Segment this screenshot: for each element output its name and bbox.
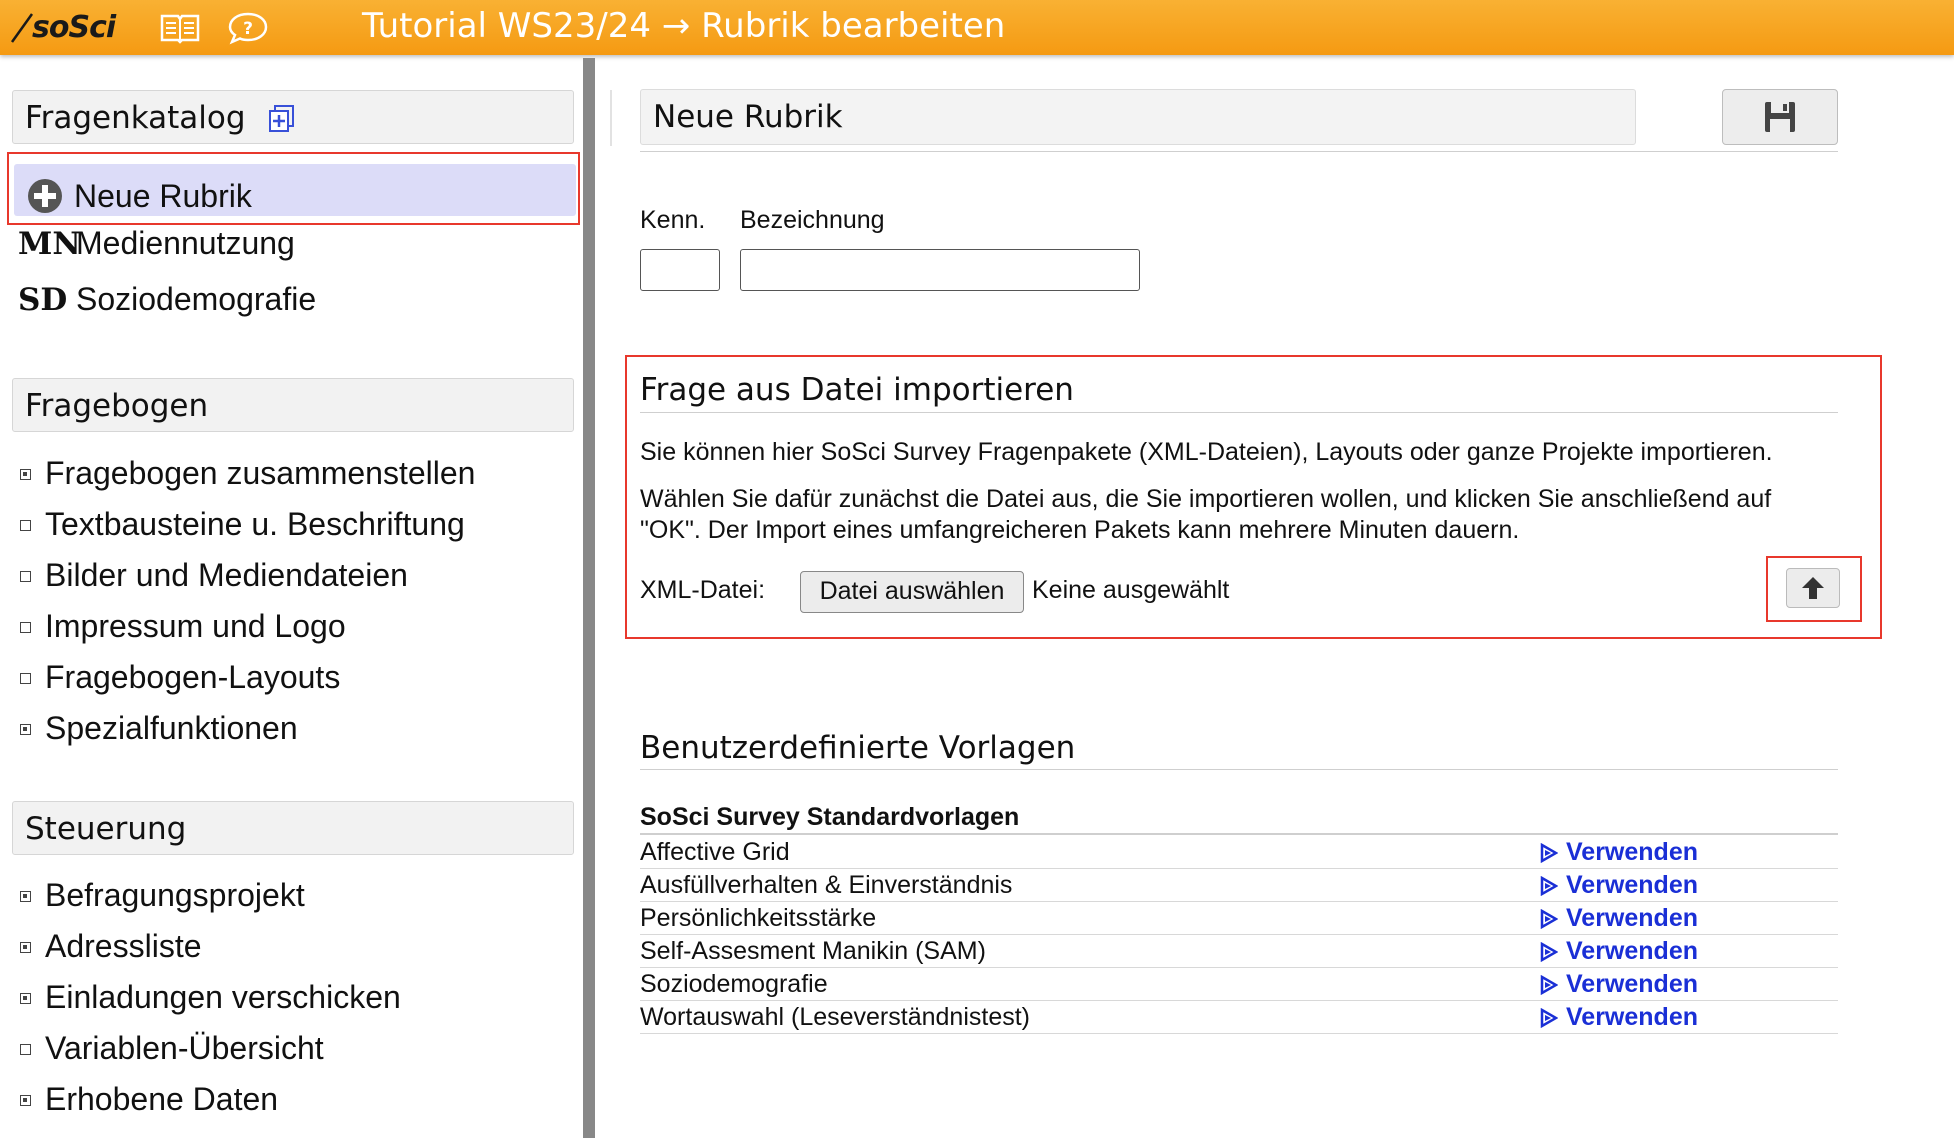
table-row <box>640 869 1838 902</box>
nav-label: Adressliste <box>45 928 202 964</box>
nav-fragebogen-layouts[interactable] <box>20 659 340 699</box>
use-template-link[interactable] <box>1540 838 1698 867</box>
sidebar-item-label: Soziodemografie <box>76 281 317 317</box>
arrow-right-icon <box>1540 843 1558 863</box>
import-description-1: Sie können hier SoSci Survey Fragenpakete (XML-Dateien), Layouts oder ganze Projekte importieren. <box>640 438 1773 466</box>
nav-label: Fragebogen-Layouts <box>45 659 341 695</box>
rubric-code: MN <box>18 226 81 262</box>
use-label: Verwenden <box>1566 937 1698 965</box>
file-status-text: Keine ausgewählt <box>1032 576 1230 604</box>
expand-icon <box>20 469 31 480</box>
table-row <box>640 1001 1838 1034</box>
add-page-icon[interactable] <box>267 103 297 133</box>
sidebar-item-label: Mediennutzung <box>76 225 295 261</box>
bezeichnung-label: Bezeichnung <box>740 206 885 234</box>
nav-label: Befragungsprojekt <box>45 877 305 913</box>
highlight-upload-button <box>1766 556 1862 622</box>
use-label: Verwenden <box>1566 871 1698 899</box>
header-divider <box>640 151 1838 152</box>
collapse-icon <box>20 520 31 531</box>
nav-befragungsprojekt[interactable] <box>20 877 305 917</box>
floppy-disk-icon <box>1763 100 1797 134</box>
use-template-link[interactable] <box>1540 871 1698 900</box>
nav-label: Impressum und Logo <box>45 608 346 644</box>
templates-section-title: Benutzerdefinierte Vorlagen <box>640 730 1076 766</box>
use-label: Verwenden <box>1566 838 1698 866</box>
top-bar <box>0 0 1954 55</box>
page-title: Tutorial WS23/24 → Rubrik bearbeiten <box>362 6 1006 46</box>
xml-file-label: XML-Datei: <box>640 576 766 604</box>
rubric-code: SD <box>18 282 68 318</box>
import-section-title: Frage aus Datei importieren <box>640 372 1074 408</box>
nav-spezialfunktionen[interactable] <box>20 710 298 750</box>
templates-group-title: SoSci Survey Standardvorlagen <box>640 803 1020 831</box>
sidebar-resize-handle[interactable] <box>583 58 595 1138</box>
nav-adressliste[interactable] <box>20 928 202 968</box>
svg-text:?: ? <box>243 19 253 39</box>
template-name: Ausfüllverhalten & Einverständnis <box>640 871 1013 899</box>
template-name: Wortauswahl (Leseverständnistest) <box>640 1003 1030 1031</box>
nav-impressum-logo[interactable] <box>20 608 346 648</box>
questionnaire-header <box>12 378 574 432</box>
rubric-title: Neue Rubrik <box>653 99 843 135</box>
highlight-new-rubric <box>7 152 580 225</box>
templates-divider <box>640 769 1838 770</box>
nav-label: Spezialfunktionen <box>45 710 298 746</box>
use-template-link[interactable] <box>1540 970 1698 999</box>
expand-icon <box>20 891 31 902</box>
rubric-title-bar <box>640 89 1636 145</box>
catalog-title: Fragenkatalog <box>25 100 246 136</box>
import-description-2a: Wählen Sie dafür zunächst die Datei aus, die Sie importieren wollen, und klicken Sie anschließend auf <box>640 485 1772 513</box>
help-chat-icon[interactable] <box>226 10 270 46</box>
sosci-logo[interactable] <box>10 6 122 46</box>
template-name: Affective Grid <box>640 838 790 866</box>
nav-variablen-uebersicht[interactable] <box>20 1030 324 1070</box>
nav-label: Textbausteine u. Beschriftung <box>45 506 465 542</box>
book-icon[interactable] <box>158 10 202 46</box>
nav-textbausteine[interactable] <box>20 506 465 546</box>
expand-icon <box>20 724 31 735</box>
nav-label: Erhobene Daten <box>45 1081 279 1117</box>
choose-file-button[interactable]: Datei auswählen <box>800 571 1024 613</box>
template-name: Soziodemografie <box>640 970 828 998</box>
expand-icon <box>20 993 31 1004</box>
panel-separator <box>610 90 612 146</box>
table-row <box>640 902 1838 935</box>
catalog-header <box>12 90 574 144</box>
nav-label: Einladungen verschicken <box>45 979 401 1015</box>
arrow-right-icon <box>1540 1008 1558 1028</box>
nav-bilder-mediendateien[interactable] <box>20 557 408 597</box>
kenn-label: Kenn. <box>640 206 706 234</box>
use-template-link[interactable] <box>1540 1003 1698 1032</box>
use-template-link[interactable] <box>1540 904 1698 933</box>
table-row <box>640 968 1838 1001</box>
save-button[interactable] <box>1722 89 1838 145</box>
nav-einladungen[interactable] <box>20 979 401 1019</box>
kenn-input[interactable] <box>640 249 720 291</box>
logo-text: soSci <box>32 10 116 45</box>
use-label: Verwenden <box>1566 904 1698 932</box>
sidebar-item-label: Neue Rubrik <box>74 178 252 214</box>
use-label: Verwenden <box>1566 970 1698 998</box>
arrow-right-icon <box>1540 975 1558 995</box>
expand-icon <box>20 942 31 953</box>
sidebar-item-soziodemografie[interactable] <box>18 281 316 318</box>
collapse-icon <box>20 622 31 633</box>
import-divider <box>640 412 1838 413</box>
nav-label: Variablen-Übersicht <box>45 1030 324 1066</box>
sidebar-item-mediennutzung[interactable] <box>18 225 295 262</box>
expand-icon <box>20 1095 31 1106</box>
nav-fragebogen-zusammenstellen[interactable] <box>20 455 475 495</box>
nav-label: Bilder und Mediendateien <box>45 557 408 593</box>
collapse-icon <box>20 571 31 582</box>
use-label: Verwenden <box>1566 1003 1698 1031</box>
table-row <box>640 836 1838 869</box>
nav-label: Fragebogen zusammenstellen <box>45 455 476 491</box>
template-name: Self-Assesment Manikin (SAM) <box>640 937 986 965</box>
collapse-icon <box>20 673 31 684</box>
control-header <box>12 801 574 855</box>
import-description-2b: "OK". Der Import eines umfangreicheren Pakets kann mehrere Minuten dauern. <box>640 516 1520 544</box>
control-title: Steuerung <box>25 811 187 847</box>
bezeichnung-input[interactable] <box>740 249 1140 291</box>
arrow-right-icon <box>1540 942 1558 962</box>
questionnaire-title: Fragebogen <box>25 388 209 424</box>
template-name: Persönlichkeitsstärke <box>640 904 877 932</box>
use-template-link[interactable] <box>1540 937 1698 966</box>
templates-head-divider <box>640 833 1838 835</box>
table-row <box>640 935 1838 968</box>
collapse-icon <box>20 1044 31 1055</box>
nav-erhobene-daten[interactable] <box>20 1081 278 1121</box>
arrow-right-icon <box>1540 876 1558 896</box>
arrow-right-icon <box>1540 909 1558 929</box>
